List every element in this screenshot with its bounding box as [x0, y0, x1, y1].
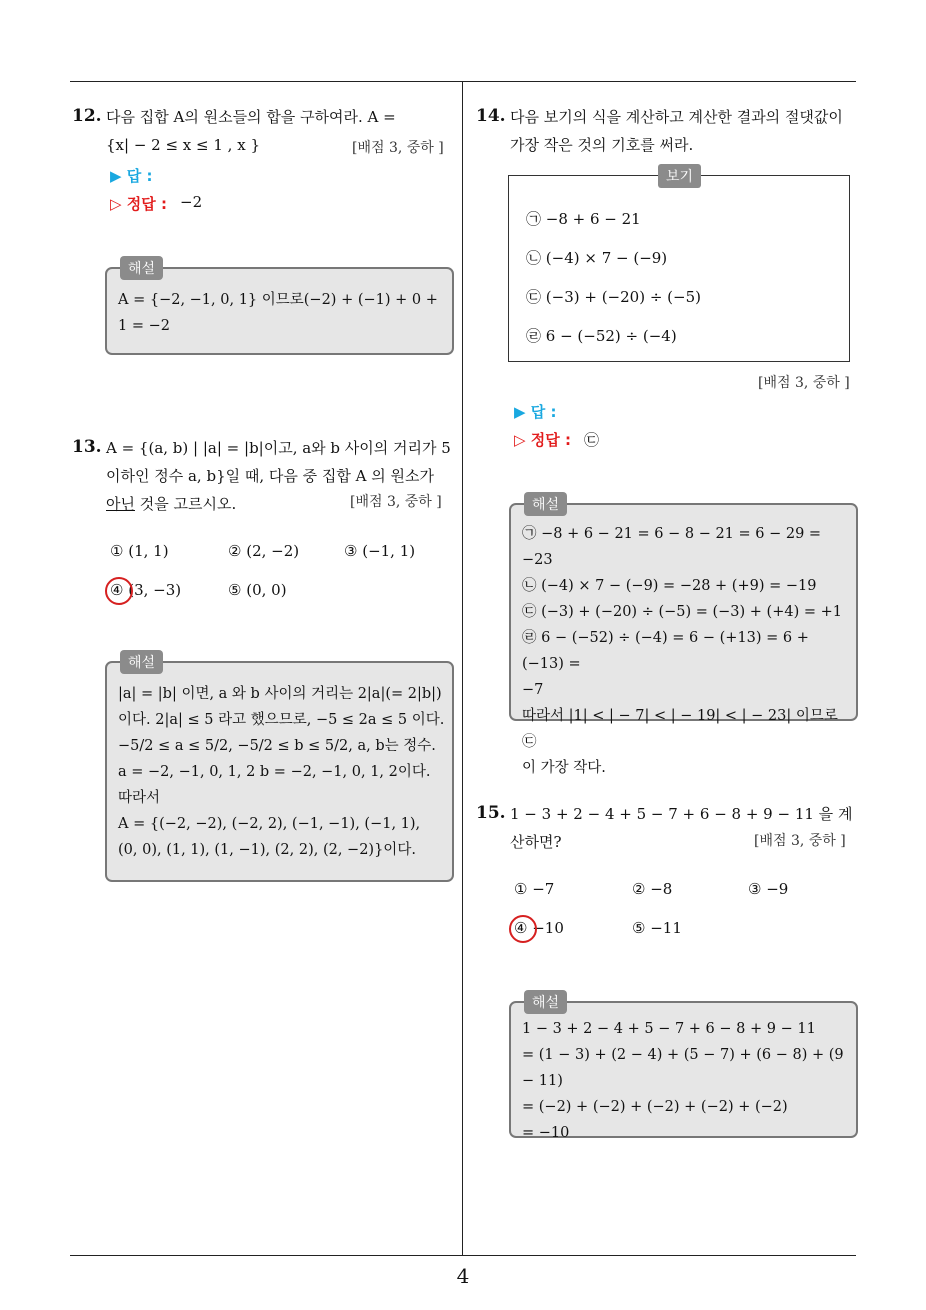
q12-answer-label: ▶ 답 : [110, 167, 153, 185]
q15-explanation-line: 1 − 3 + 2 − 4 + 5 − 7 + 6 − 8 + 9 − 11 [522, 1021, 816, 1037]
q13-explanation-line: 따라서 [118, 790, 161, 806]
q15-selected-circle-icon [509, 915, 537, 943]
q15-explanation-tag: 해설 [524, 990, 567, 1014]
q14-explanation-line: 따라서 |1| < | − 7| < | − 19| < | − 23| 이므로 ㉢ [522, 708, 838, 750]
q14-explanation-tag: 해설 [524, 492, 567, 516]
q14-explanation-line: ㉠ −8 + 6 − 21 = 6 − 8 − 21 = 6 − 29 = −23 [522, 526, 822, 568]
q14-explanation-line: 이 가장 작다. [522, 760, 606, 776]
q14-number: 14. [476, 106, 506, 126]
q13-underlined-word: 아닌 [106, 495, 135, 513]
q13-text-line3-rest: 것을 고르시오. [134, 495, 237, 513]
q15-meta: [배점 3, 중하 ] [754, 833, 846, 849]
q14-explanation-line: ㉢ (−3) + (−20) ÷ (−5) = (−3) + (+4) = +1 [522, 604, 842, 620]
q15-choice-1[interactable]: ① −7 [514, 880, 555, 898]
q15-number: 15. [476, 803, 506, 823]
q14-meta: [배점 3, 중하 ] [758, 375, 850, 391]
q12-explanation-tag: 해설 [120, 256, 163, 280]
q13-explanation-line: a = −2, −1, 0, 1, 2 b = −2, −1, 0, 1, 2이다. [118, 764, 431, 780]
q15-explanation-line: = (−2) + (−2) + (−2) + (−2) + (−2) [522, 1099, 788, 1115]
q13-explanation-tag: 해설 [120, 650, 163, 674]
q15-choice-2[interactable]: ② −8 [632, 880, 673, 898]
q14-bogi-item: ㉡ (−4) × 7 − (−9) [526, 249, 668, 267]
q13-choice-5[interactable]: ⑤ (0, 0) [228, 581, 287, 599]
q14-explanation-line: ㉣ 6 − (−52) ÷ (−4) = 6 − (+13) = 6 + (−13) = [522, 630, 809, 672]
q13-selected-circle-icon [105, 577, 133, 605]
q14-explanation-text [522, 521, 852, 781]
q13-choice-4[interactable]: ④ (3, −3) [110, 581, 182, 599]
q15-choice-5[interactable]: ⑤ −11 [632, 919, 682, 937]
q13-text-line1: A = {(a, b) | |a| = |b|이고, a와 b 사이의 거리가 5 [106, 439, 451, 457]
q14-explanation-line: −7 [522, 682, 544, 698]
q15-choice-3[interactable]: ③ −9 [748, 880, 789, 898]
top-rule [70, 81, 856, 82]
q15-choice-4[interactable]: ④ −10 [514, 919, 564, 937]
q12-explanation-line: 1 = −2 [118, 318, 170, 334]
q15-explanation-line: = (1 − 3) + (2 − 4) + (5 − 7) + (6 − 8) + (9 − 11) [522, 1047, 844, 1089]
q14-bogi-item: ㉢ (−3) + (−20) ÷ (−5) [526, 288, 701, 306]
q12-text-line2: {x| − 2 ≤ x ≤ 1 , x } [106, 136, 260, 154]
q12-meta: [배점 3, 중하 ] [352, 140, 444, 156]
q15-explanation-text [522, 1016, 852, 1146]
q13-choice-1[interactable]: ① (1, 1) [110, 542, 169, 560]
q14-answer-label: ▶ 답 : [514, 403, 557, 421]
q12-correct-label: ▷ 정답 : [110, 195, 167, 213]
q14-bogi-tag: 보기 [658, 164, 701, 188]
column-separator [462, 82, 463, 1255]
q14-correct-value: ㉢ [584, 431, 600, 449]
q13-text-line2: 이하인 정수 a, b}일 때, 다음 중 집합 A 의 원소가 [106, 467, 434, 485]
q13-meta: [배점 3, 중하 ] [350, 494, 442, 510]
q14-text-line2: 가장 작은 것의 기호를 써라. [510, 136, 694, 154]
q15-text-line1: 1 − 3 + 2 − 4 + 5 − 7 + 6 − 8 + 9 − 11 을 계산하면? [510, 805, 853, 851]
q13-choice-2[interactable]: ② (2, −2) [228, 542, 300, 560]
q13-explanation-line: −5/2 ≤ a ≤ 5/2, −5/2 ≤ b ≤ 5/2, a, b는 정수. [118, 738, 436, 754]
page-number: 4 [456, 1264, 470, 1288]
q13-explanation-text [118, 681, 448, 863]
q12-explanation-line: A = {−2, −1, 0, 1} 이므로(−2) + (−1) + 0 + [118, 292, 438, 308]
q14-text [510, 103, 860, 159]
q14-correct-label: ▷ 정답 : [514, 431, 571, 449]
q12-text-line1: 다음 집합 A의 원소들의 합을 구하여라. A = [106, 108, 396, 126]
q14-bogi-item: ㉣ 6 − (−52) ÷ (−4) [526, 327, 677, 345]
q13-choice-3[interactable]: ③ (−1, 1) [344, 542, 416, 560]
q13-explanation-line: |a| = |b| 이면, a 와 b 사이의 거리는 2|a|(= 2|b|) [118, 686, 442, 702]
q14-text-line1: 다음 보기의 식을 계산하고 계산한 결과의 절댓값이 [510, 108, 843, 126]
q13-explanation-line: (0, 0), (1, 1), (1, −1), (2, 2), (2, −2)}이다. [118, 842, 416, 858]
q13-number: 13. [72, 437, 102, 457]
q15-explanation-line: = −10 [522, 1125, 570, 1141]
q12-number: 12. [72, 106, 102, 126]
q14-bogi-item: ㉠ −8 + 6 − 21 [526, 210, 641, 228]
q13-explanation-line: 이다. 2|a| ≤ 5 라고 했으므로, −5 ≤ 2a ≤ 5 이다. [118, 712, 445, 728]
q13-explanation-line: A = {(−2, −2), (−2, 2), (−1, −1), (−1, 1), [118, 816, 421, 832]
q12-correct-value: −2 [180, 193, 203, 211]
q12-explanation-text [118, 287, 448, 339]
q14-explanation-line: ㉡ (−4) × 7 − (−9) = −28 + (+9) = −19 [522, 578, 817, 594]
bottom-rule [70, 1255, 856, 1256]
